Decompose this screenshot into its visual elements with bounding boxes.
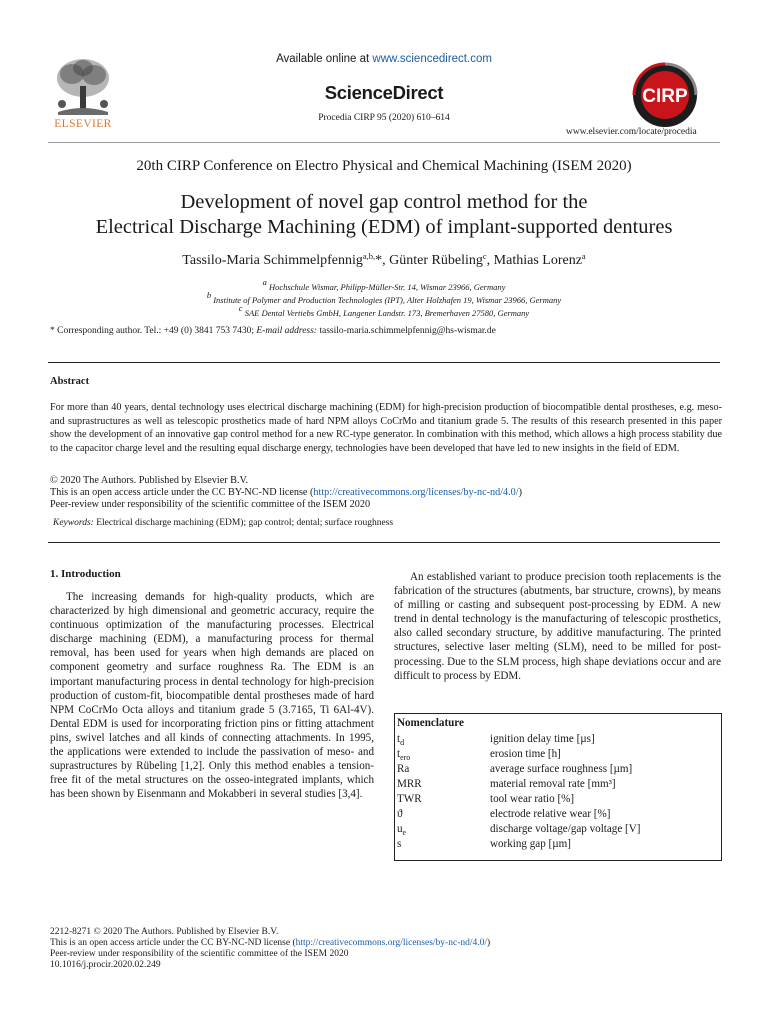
author-separator: , — [382, 253, 390, 268]
abstract-top-rule — [48, 362, 720, 363]
nomenclature-description: material removal rate [mm³] — [490, 778, 616, 790]
footer-issn: 2212-8271 © 2020 The Authors. Published by Elsevier B.V. — [50, 927, 279, 937]
nomenclature-row — [397, 777, 717, 791]
nomenclature-row — [397, 837, 717, 851]
nomenclature-description: ignition delay time [µs] — [490, 733, 595, 745]
author-name: Tassilo-Maria Schimmelpfennig — [182, 253, 363, 268]
cirp-logo-icon — [632, 62, 698, 128]
intro-right-paragraph: An established variant to produce precision tooth replacements is the fabrication of the structures (abutments, bar structure, crowns), by means of milling or casting and subsequent post-processing by EDM. A new trend in dental technology is the manufacturing of telescopic prosthetics, also called secondary structure, by additive manufacturing. The printed structures, selective laser melting (SLM), need to be milled for post-processing. Due to the SLM process, high shape deviations occur and are difficult to process by EDM. — [394, 571, 721, 682]
corresponding-mark: * — [375, 253, 383, 268]
corresponding-prefix: * Corresponding author. Tel.: +49 (0) 3841 753 7430; — [50, 326, 257, 336]
abstract-heading: Abstract — [50, 376, 90, 387]
affiliation-superscript: c — [238, 303, 243, 313]
corresponding-author — [50, 326, 496, 336]
title-line-2: Electrical Discharge Machining (EDM) of implant-supported dentures — [95, 216, 673, 238]
nomenclature-row — [397, 747, 717, 761]
nomenclature-symbol: $t_d$ — [397, 733, 405, 748]
footer-doi[interactable]: 10.1016/j.procir.2020.02.249 — [50, 960, 161, 970]
nomenclature-symbol: $t_{ero}$ — [397, 748, 411, 763]
license-prefix: This is an open access article under the CC BY-NC-ND license ( — [50, 487, 314, 498]
nomenclature-symbol: MRR — [397, 778, 422, 790]
footer-license-suffix: ) — [487, 938, 491, 948]
affiliation-text: Institute of Polymer and Production Technologies (IPT), Alter Holzhafen 19, Wismar 23966, Germany — [213, 295, 562, 305]
abstract-license — [50, 487, 522, 499]
cirp-logo-text: CIRP — [642, 86, 688, 107]
intro-left-paragraph: The increasing demands for high-quality products, which are characterized by high dimensional and geometric accuracy, require the continuous optimization of the manufacturing processes. Electrical discharge machining (EDM), a manufacturing process for thermal removal, has been used for years when high demands are placed on component geometry and surface roughness Ra. The EDM is an important manufacturing process in dental technology for high-precision production of custom-fit, biocompatible dental prostheses made of hard NPM CoCrMo Octa alloys and titanium grade 5 (3.7165, Ti 6Al-4V). Dental EDM is used for incorporating friction pins or fitting attachment pins, swivel latches and all kinds of connecting attachments. In 1995, the applications were extended to include the passivation of meso- and suprastructures by Rübeling [1,2]. Only this method enables a tension-free fit of the metal structures on the osseo-integrated implants, which has been shown by Eisenmann and Mokabberi in several studies [3,4]. — [50, 591, 374, 801]
abstract-peer-review: Peer-review under responsibility of the scientific committee of the ISEM 2020 — [50, 499, 371, 510]
affiliation-superscript: b — [206, 290, 212, 300]
license-suffix: ) — [518, 487, 523, 498]
nomenclature-box — [394, 713, 722, 861]
license-link[interactable]: http://creativecommons.org/licenses/by-nc-nd/4.0/ — [313, 487, 519, 498]
affiliation-c — [0, 303, 768, 318]
nomenclature-row — [397, 762, 717, 776]
conference-name: 20th CIRP Conference on Electro Physical and Chemical Machining (ISEM 2020) — [136, 158, 632, 174]
nomenclature-symbol: $u_e$ — [397, 823, 407, 838]
nomenclature-symbol: ϑ — [397, 808, 403, 820]
nomenclature-symbol: Ra — [397, 763, 410, 775]
keywords — [53, 518, 393, 528]
author-superscript: a — [581, 251, 586, 261]
nomenclature-row — [397, 822, 717, 836]
header-divider — [48, 142, 720, 143]
nomenclature-row — [397, 732, 717, 746]
footer-license-link[interactable]: http://creativecommons.org/licenses/by-nc-nd/4.0/ — [295, 938, 487, 948]
nomenclature-description: working gap [µm] — [490, 838, 571, 850]
nomenclature-heading: Nomenclature — [397, 717, 464, 729]
affiliation-a — [0, 277, 768, 292]
elsevier-wordmark: ELSEVIER — [54, 118, 112, 130]
nomenclature-row — [397, 807, 717, 821]
author-separator: , — [486, 253, 494, 268]
email-address[interactable]: tassilo-maria.schimmelpfennig@hs-wismar.de — [316, 326, 496, 336]
abstract-body: For more than 40 years, dental technology uses electrical discharge machining (EDM) for high-precision production of biocompatible dental prostheses, e.g. meso- and suprastructures as well as telescopic prosthetics made of hard NPM alloys CoCrMo and titanium grade 5. The results of this research presented in this paper show the development of an innovative gap control method for a new RC-type generator. In combination with this method, which allows a high process stability due to the capacitor charge level and the resulting equal discharge energy, technologies have been developed that have led to new insights in the field of EDM. — [50, 402, 722, 454]
author-name: Mathias Lorenz — [493, 253, 582, 268]
nomenclature-row — [397, 792, 717, 806]
cirp-logo — [632, 62, 698, 128]
footer-license-prefix: This is an open access article under the CC BY-NC-ND license ( — [50, 938, 296, 948]
email-label: E-mail address: — [256, 326, 317, 336]
affiliation-text: Hochschule Wismar, Philipp-Müller-Str. 14, Wismar 23966, Germany — [268, 282, 506, 292]
nomenclature-description: electrode relative wear [%] — [490, 808, 611, 820]
keywords-label: Keywords: — [53, 518, 94, 528]
paper-title — [40, 190, 728, 240]
nomenclature-description: tool wear ratio [%] — [490, 793, 575, 805]
sciencedirect-link[interactable]: www.sciencedirect.com — [372, 53, 492, 65]
affiliation-b — [0, 290, 768, 305]
footer-peer-review: Peer-review under responsibility of the scientific committee of the ISEM 2020 — [50, 949, 349, 959]
abstract-bottom-rule — [48, 542, 720, 543]
author-superscript: c — [482, 251, 487, 261]
keywords-list: Electrical discharge machining (EDM); gap control; dental; surface roughness — [93, 518, 394, 528]
author-list — [0, 253, 768, 269]
abstract-copyright: © 2020 The Authors. Published by Elsevier B.V. — [50, 475, 249, 486]
footer-license — [50, 938, 490, 949]
available-prefix: Available online at — [276, 53, 373, 65]
journal-url[interactable]: www.elsevier.com/locate/procedia — [566, 127, 697, 137]
affiliation-superscript: a — [262, 277, 267, 287]
nomenclature-description: average surface roughness [µm] — [490, 763, 633, 775]
title-line-1: Development of novel gap control method for the — [180, 191, 588, 213]
nomenclature-symbol: s — [397, 838, 402, 850]
section-heading: 1. Introduction — [50, 568, 121, 580]
nomenclature-description: discharge voltage/gap voltage [V] — [490, 823, 641, 835]
author-superscript: a,b, — [362, 251, 376, 261]
author-name: Günter Rübeling — [389, 253, 483, 268]
sciencedirect-brand: ScienceDirect — [324, 82, 444, 103]
journal-reference: Procedia CIRP 95 (2020) 610–614 — [318, 113, 450, 123]
nomenclature-description: erosion time [h] — [490, 748, 561, 760]
affiliation-text: SAE Dental Vertiebs GmbH, Langener Landstr. 173, Bremerhaven 27580, Germany — [244, 308, 530, 318]
nomenclature-symbol: TWR — [397, 793, 422, 805]
